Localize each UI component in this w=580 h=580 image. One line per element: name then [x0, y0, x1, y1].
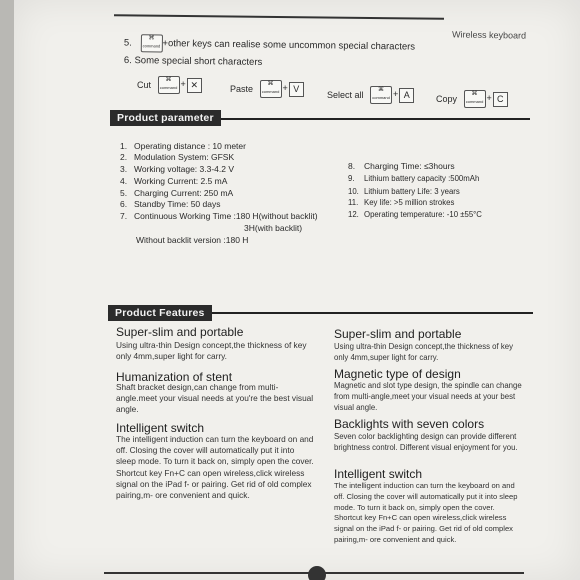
manual-page [14, 0, 580, 580]
shortcut-cut-label: Cut [137, 80, 152, 90]
shortcut-copy-label: Copy [436, 94, 458, 104]
command-key-icon: ⌘ command [260, 80, 282, 98]
feature-title: Humanization of stent [116, 370, 233, 384]
param-item: 2. Modulation System: GFSK [120, 152, 235, 162]
shortcut-cut: Cut ⌘ command + ✕ [137, 76, 202, 94]
param-item: 11. Key life: >5 million strokes [348, 198, 455, 207]
shortcut-paste: Paste ⌘ command + V [230, 80, 304, 98]
feature-body: Magnetic and slot type design, the spindle can change from multi-angle,meet your visual needs at your best visual angle. [334, 381, 522, 413]
feature-body: Using ultra-thin Design concept,the thickness of key only 4mm,super light for carry. [116, 340, 307, 362]
top-rule [114, 14, 444, 19]
parameter-section-heading: Product parameter [110, 110, 221, 126]
x-key-icon: ✕ [187, 78, 202, 93]
param-item: 9. Lithium battery capacity :500mAh [348, 174, 480, 183]
feature-body: The intelligent induction can turn the keyboard on and off. Closing the cover will automatically put it into sleep mode. To turn it back on, simply open the cover. Shortcut key Fn+C can open wireless,click wireless signal on the iPad f- or pairing. Get rid of old complex pairing,m- ore convenient and quick. [116, 434, 314, 501]
binding-hole [308, 566, 326, 580]
shortcut-select-all: Select all ⌘ command + A [327, 86, 414, 104]
param-item: 3. Working voltage: 3.3-4.2 V [120, 164, 235, 174]
param-item: 10. Lithium battery Life: 3 years [348, 187, 460, 196]
c-key-icon: C [493, 92, 508, 107]
item-6-number: 6. [123, 55, 132, 67]
param-without-backlit: Without backlit version :180 H [136, 235, 249, 245]
param-item: 12. Operating temperature: -10 ±55°C [348, 210, 482, 219]
v-key-icon: V [289, 82, 304, 97]
feature-title: Super-slim and portable [116, 325, 244, 339]
shortcut-select-all-label: Select all [327, 90, 364, 100]
param-item: 8. Charging Time: ≤3hours [348, 161, 455, 171]
item-5 [124, 34, 415, 56]
features-section-heading: Product Features [108, 305, 212, 321]
command-key-icon: ⌘ command [464, 90, 486, 108]
command-key-icon: ⌘ command [370, 86, 392, 104]
shortcut-copy: Copy ⌘ command + C [436, 90, 508, 108]
item-6-text: Some special short characters [134, 55, 263, 68]
feature-body: The intelligent induction can turn the keyboard on and off. Closing the cover will automatically put it into sleep mode. To turn it back on, simply open the cover. Shortcut key Fn+C can open wireless,click wireless signal on the iPad f- or pairing. Get rid of old complex pairing,m- ore convenient and quick. [334, 481, 518, 544]
param-item: 6. Standby Time: 50 days [120, 199, 221, 209]
feature-title: Intelligent switch [334, 467, 423, 481]
shortcut-paste-label: Paste [230, 84, 254, 94]
item-5-number: 5. [123, 37, 132, 49]
param-item: 4. Working Current: 2.5 mA [120, 176, 228, 186]
param-item: 1. Operating distance : 10 meter [120, 141, 246, 151]
a-key-icon: A [399, 88, 414, 103]
command-key-icon: ⌘ command [158, 76, 180, 94]
command-key-icon: ⌘ command [140, 34, 162, 52]
feature-body: Seven color backlighting design can provide different brightness control. Different visual enjoyment for you. [334, 432, 518, 453]
param-item: 5. Charging Current: 250 mA [120, 188, 234, 198]
param-item: 7. Continuous Working Time :180 H(without backlit) [120, 211, 318, 221]
feature-title: Magnetic type of design [334, 367, 461, 381]
item-6 [124, 55, 262, 68]
page-header-title: Wireless keyboard [451, 29, 527, 41]
feature-body: Shaft bracket design,can change from multi-angle.meet your visual needs at you're the best visual angle. [116, 382, 314, 415]
feature-body: Using ultra-thin Design concept,the thickness of key only 4mm,super light for carry. [334, 342, 513, 363]
feature-title: Backlights with seven colors [334, 417, 485, 431]
feature-title: Super-slim and portable [334, 327, 462, 341]
param-backlit-line: 3H(with backlit) [244, 223, 303, 233]
feature-title: Intelligent switch [116, 421, 205, 435]
item-5-text: +other keys can realise some uncommon special characters [162, 38, 416, 53]
